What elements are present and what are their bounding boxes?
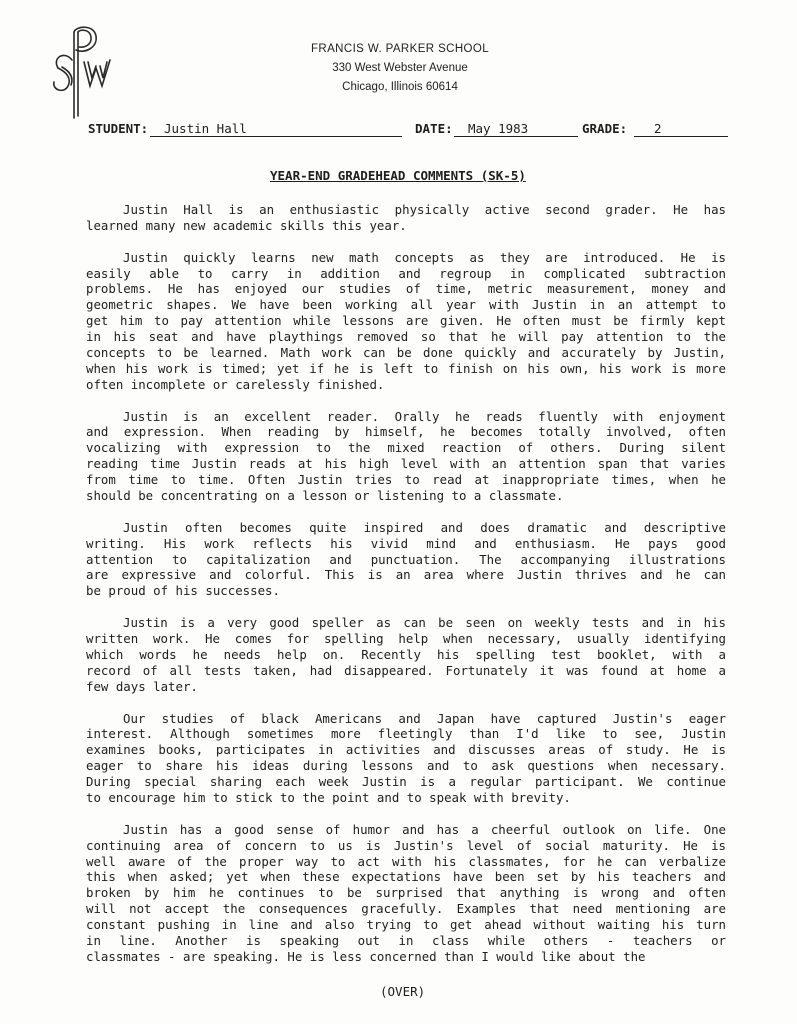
school-monogram-logo bbox=[44, 20, 124, 120]
student-info-row bbox=[88, 121, 728, 143]
text-line: well aware of the proper way to act with his classmates, for he can verbalize bbox=[86, 853, 726, 869]
grade-label: GRADE: bbox=[582, 121, 628, 136]
school-letterhead bbox=[250, 40, 550, 97]
text-line: in his seat and have playthings removed so that he will pay attention to the bbox=[86, 329, 726, 345]
paragraph bbox=[86, 250, 726, 393]
text-line: will not accept the consequences gracefully. Examples that need mentioning are bbox=[86, 901, 726, 917]
text-line: are expressive and colorful. This is an area where Justin thrives and he can bbox=[86, 567, 726, 583]
text-line: Justin has a good sense of humor and has a cheerful outlook on life. One bbox=[123, 821, 726, 837]
text-line: eager to share his ideas during lessons and to ask questions when necessary. bbox=[86, 758, 726, 774]
text-line: be proud of his successes. bbox=[86, 583, 280, 599]
text-line: Justin is a very good speller as can be seen on weekly tests and in his bbox=[123, 615, 726, 631]
date-label: DATE: bbox=[415, 121, 453, 136]
school-street: 330 West Webster Avenue bbox=[332, 62, 468, 74]
text-line: Justin often becomes quite inspired and does dramatic and descriptive bbox=[123, 519, 726, 535]
document-title: YEAR-END GRADEHEAD COMMENTS (SK-5) bbox=[270, 168, 526, 183]
text-line: easily able to carry in addition and regroup in complicated subtraction bbox=[86, 265, 726, 281]
text-line: continuing area of concern to us is Justin's level of social maturity. He is bbox=[86, 837, 726, 853]
text-line: Our studies of black Americans and Japan have captured Justin's eager bbox=[123, 710, 726, 726]
text-line: examines books, participates in activities and discusses areas of study. He is bbox=[86, 742, 726, 758]
text-line: broken by him he continues to be surprised that anything is wrong and often bbox=[86, 885, 726, 901]
date-field: May 1983 bbox=[454, 121, 578, 137]
paragraph bbox=[86, 822, 726, 965]
text-line: learned many new academic skills this year. bbox=[86, 217, 407, 233]
text-line: when his work is timed; yet if he is left to finish on his own, his work is more bbox=[86, 360, 726, 376]
school-city: Chicago, Illinois 60614 bbox=[342, 81, 458, 93]
text-line: writing. His work reflects his vivid mind and enthusiasm. He pays good bbox=[86, 535, 726, 551]
text-line: few days later. bbox=[86, 678, 198, 694]
text-line: to encourage him to stick to the point and to speak with brevity. bbox=[86, 789, 571, 805]
school-name: FRANCIS W. PARKER SCHOOL bbox=[310, 43, 490, 55]
student-label: STUDENT: bbox=[88, 121, 149, 136]
text-line: in line. Another is speaking out in class while others - teachers or bbox=[86, 932, 726, 948]
paragraph bbox=[86, 202, 726, 234]
text-line: concepts to be learned. Math work can be done quickly and accurately by Justin, bbox=[86, 345, 726, 361]
student-name-field: Justin Hall bbox=[150, 121, 402, 137]
grade-field: 2 bbox=[634, 121, 728, 137]
paragraph bbox=[86, 711, 726, 806]
text-line: During special sharing each week Justin is a regular participant. We continue bbox=[86, 774, 726, 790]
text-line: get him to pay attention while lessons are given. He often must be firmly kept bbox=[86, 313, 726, 329]
text-line: reading time Justin reads at his high level with an attention span that varies bbox=[86, 456, 726, 472]
text-line: record of all tests taken, had disappeared. Fortunately it was found at home a bbox=[86, 662, 726, 678]
text-line: Justin Hall is an enthusiastic physically active second grader. He has bbox=[123, 202, 726, 217]
paragraph bbox=[86, 409, 726, 504]
text-line: from time to time. Often Justin tries to read at inappropriate times, when he bbox=[86, 472, 726, 488]
text-line: and expression. When reading by himself, he becomes totally involved, often bbox=[86, 424, 726, 440]
text-line: classmates - are speaking. He is less concerned than I would like about the bbox=[86, 948, 646, 964]
text-line: interest. Although sometimes more fleetingly than I'd like to see, Justin bbox=[86, 726, 726, 742]
text-line: written work. He comes for spelling help when necessary, usually identifying bbox=[86, 631, 726, 647]
text-line: which words he needs help on. Recently his spelling test booklet, with a bbox=[86, 646, 726, 662]
paragraph bbox=[86, 615, 726, 694]
text-line: Justin is an excellent reader. Orally he reads fluently with enjoyment bbox=[123, 408, 726, 424]
text-line: problems. He has enjoyed our studies of time, metric measurement, money and bbox=[86, 281, 726, 297]
text-line: Justin quickly learns new math concepts as they are introduced. He is bbox=[123, 249, 726, 265]
text-line: often incomplete or carelessly finished. bbox=[86, 376, 385, 392]
text-line: attention to capitalization and punctuation. The accompanying illustrations bbox=[86, 551, 726, 567]
text-line: should be concentrating on a lesson or listening to a classmate. bbox=[86, 488, 564, 504]
text-line: constant pushing in line and also trying to get ahead without waiting his turn bbox=[86, 917, 726, 933]
comments-body bbox=[86, 202, 726, 981]
text-line: vocalizing with expression to the mixed reaction of others. During silent bbox=[86, 440, 726, 456]
paragraph bbox=[86, 520, 726, 599]
over-note: (OVER) bbox=[380, 984, 426, 999]
text-line: geometric shapes. We have been working all year with Justin in an attempt to bbox=[86, 297, 726, 313]
text-line: this when asked; yet when these expectations have been set by his teachers and bbox=[86, 869, 726, 885]
